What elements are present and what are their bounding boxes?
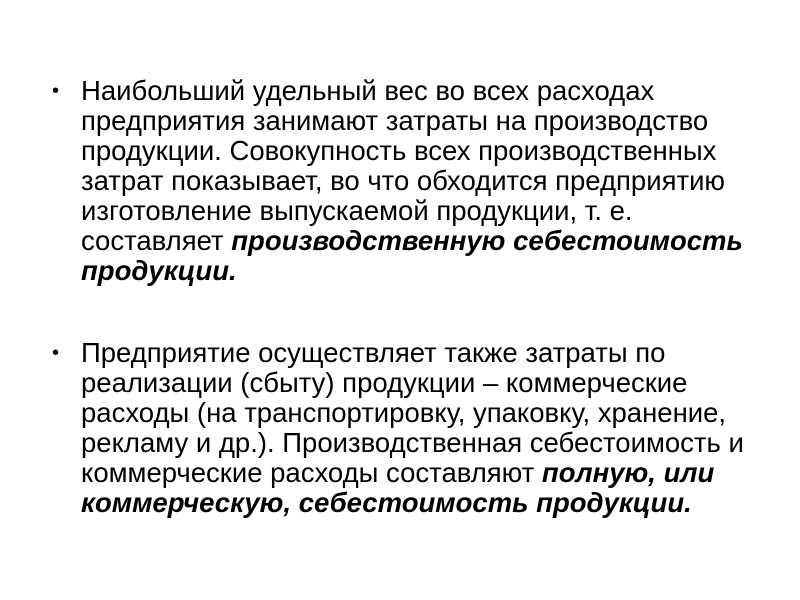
bullet-emphasis: полную, или коммерческую, себестоимость продукции. (81, 457, 715, 518)
bullet-list (50, 76, 750, 518)
bullet-dot-icon: • (52, 80, 60, 102)
bullet-text: Наибольший удельный вес во всех расходах предприятия занимают затраты на производство продукции. Совокупность всех производственных затрат показывает, во что обходится предприятию изготовление выпускаемой продукции, т. е. составляет (81, 75, 726, 256)
bullet-emphasis: производственную себестоимость продукции. (81, 225, 743, 286)
bullet-item-commercial-cost (50, 338, 750, 518)
bullet-item-production-cost (50, 76, 750, 286)
bullet-text: Предприятие осуществляет также затраты по реализации (сбыту) продукции – коммерческие расходы (на транспортировку, упаковку, хранение, рекламу и др.). Производственная себестоимость и коммерческие расходы составляют (81, 337, 744, 488)
bullet-dot-icon: • (52, 342, 60, 364)
